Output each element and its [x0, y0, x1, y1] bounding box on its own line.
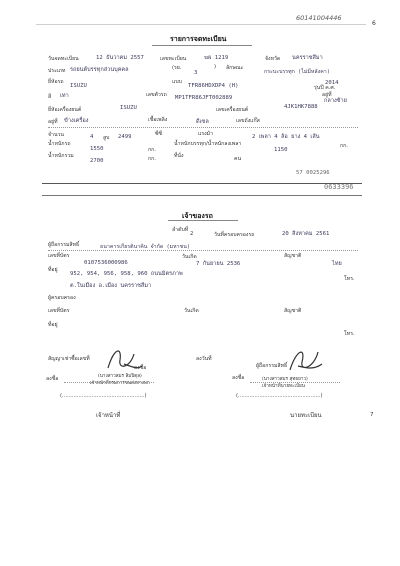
total-weight-label: น้ำหนักรวม: [48, 153, 74, 159]
total-weight-unit: กก.: [148, 156, 156, 162]
gas-tank-label: เลขถังแก๊ส: [236, 118, 260, 124]
color-value: เทา: [60, 93, 69, 99]
cylinder-label: จำนวน: [48, 132, 64, 138]
rs-value: 3: [194, 70, 198, 76]
axle-value: 2 เพลา 4 ล้อ ยาง 4 เส้น: [252, 134, 320, 140]
engine-no-value: 4JK1HK7888: [284, 104, 318, 110]
chassis-value: MP1TFR86JFT002889: [175, 95, 233, 101]
possess-date-value: 20 สิงหาคม 2561: [282, 231, 330, 237]
cylinder-unit: สูบ: [103, 135, 110, 141]
owner-address-label: ที่อยู่: [48, 267, 58, 273]
left-signer-role: เจ้าหน้าที่กรมการขนส่งทางบก: [90, 381, 150, 386]
character-label: ลักษณะ: [226, 65, 244, 71]
cc-unit: ซีซี: [155, 131, 163, 137]
fuel-label: เชื้อเพลิง: [148, 117, 168, 123]
right-page-mark: 7: [370, 412, 374, 418]
left-signer-name: (นางสาวสมร ลิมปิดุล): [98, 374, 142, 379]
cc-value: 2499: [118, 134, 132, 140]
contract-date-label: ลงวันที่: [196, 356, 212, 362]
engine-no-label: เลขเครื่องยนต์: [216, 107, 249, 113]
color-label: สี: [48, 94, 52, 100]
possessor-phone-label: โทร.: [344, 331, 355, 337]
chassis-at-label: อยู่ที่: [322, 92, 332, 98]
province-label: จังหวัด: [265, 56, 281, 62]
engine-at-label: อยู่ที่: [48, 119, 58, 125]
contract-label: สัญญาเช่าซื้อเลขที่: [48, 356, 90, 362]
cylinder-value: 4: [90, 134, 94, 140]
owner-title-underline: [168, 220, 238, 221]
chassis-at-value: กลางซ้าย: [324, 98, 347, 104]
right-signer-name: (นางสาวสมร สุทธยาว): [262, 377, 308, 382]
owner-value: ธนาคารเกียรตินาคิน จำกัด (มหาชน): [100, 244, 191, 250]
possessor-address-label: ที่อยู่: [48, 322, 58, 328]
owner-line: [48, 250, 358, 251]
owner-serial: 0633396: [324, 183, 354, 191]
document-code: 60141004446: [296, 14, 342, 22]
left-sign-label: ลงชื่อ: [134, 365, 147, 371]
owner-id-label: เลขที่บัตร: [48, 253, 70, 259]
right-paren-line: (..................................................): [236, 393, 323, 399]
weight-value: 1550: [90, 146, 104, 152]
row-divider: [48, 127, 358, 128]
load-label: น้ำหนักบรรทุก/น้ำหนักลงเพลา: [174, 141, 242, 147]
total-weight-value: 2700: [90, 158, 104, 164]
right-signature-icon: [284, 344, 324, 374]
owner-nation-label: สัญชาติ: [284, 253, 302, 259]
owner-birth-value: 7 กันยายน 2536: [196, 261, 241, 267]
right-title: นายทะเบียน: [290, 412, 322, 419]
possess-date-label: วันที่ครอบครองรถ: [214, 232, 255, 238]
order-label: ลำดับที่: [172, 227, 189, 233]
plate-value: ฆผ 1219: [204, 55, 229, 61]
type-label: ประเภท: [48, 68, 66, 74]
left-sign-line: [64, 382, 154, 383]
plate-label: เลขทะเบียน: [160, 56, 187, 62]
owner-nation-value: ไทย: [332, 261, 342, 267]
right-sign-label: ลงชื่อ: [232, 375, 245, 381]
load-value: 1150: [274, 147, 288, 153]
registration-title: รายการจดทะเบียน: [170, 35, 227, 43]
fuel-value: ดีเซล: [196, 119, 209, 125]
owner-address-line1: 952, 954, 956, 958, 960 ถนนมิตรภาพ: [70, 271, 183, 277]
character-value: กระบะบรรทุก (ไม่มีหลังคา): [264, 69, 330, 75]
right-owner-label: ผู้ถือกรรมสิทธิ์: [256, 363, 288, 369]
type-value: รถยนต์บรรทุกส่วนบุคคล: [70, 67, 129, 73]
possessor-id-label: เลขที่บัตร: [48, 308, 70, 314]
possessor-nation-label: สัญชาติ: [284, 308, 302, 314]
weight-unit: กก.: [148, 147, 156, 153]
engine-brand-label: ยี่ห้อเครื่องยนต์: [48, 107, 82, 113]
registration-serial: 57 0025296: [296, 170, 330, 176]
possessor-label: ผู้ครอบครอง: [48, 295, 76, 301]
left-title: เจ้าหน้าที่: [96, 412, 121, 419]
province-value: นครราชสีมา: [292, 55, 323, 61]
engine-at-value: ข้างเครื่อง: [64, 118, 89, 124]
title-underline: [152, 45, 252, 46]
hp-label: แรงม้า: [198, 131, 213, 137]
owner-label: ผู้ถือกรรมสิทธิ์: [48, 242, 80, 248]
section-divider-top: [42, 183, 362, 184]
left-paren-line: (..................................................): [60, 393, 147, 399]
possessor-birth-label: วันเกิด: [184, 308, 199, 314]
owner-birth-label: วันเกิด: [182, 254, 197, 260]
owner-phone-label: โทร.: [344, 276, 355, 282]
reg-date-value: 12 ธันวาคม 2557: [96, 55, 144, 61]
mid-sign-label: ลงชื่อ: [46, 376, 59, 382]
owner-id-value: 0107536000986: [84, 260, 128, 266]
brand-value: ISUZU: [70, 83, 87, 89]
model-year-value: 2014: [325, 80, 339, 86]
right-signer-role: เจ้าหน้าที่นายทะเบียน: [262, 384, 305, 389]
page-mark: 6: [372, 20, 376, 27]
order-value: 2: [190, 231, 194, 237]
chassis-label: เลขตัวรถ: [146, 92, 167, 98]
model-year-label: รุ่นปี ค.ศ.: [314, 85, 336, 91]
seat-unit: คน: [234, 156, 242, 162]
brand-label: ยี่ห้อรถ: [48, 79, 64, 85]
rs-label: (รย.: [172, 65, 182, 71]
owner-title: เจ้าของรถ: [182, 212, 213, 220]
paper-edge: [36, 24, 366, 25]
owner-address-line2: ต.ในเมือง อ.เมือง นครราชสีมา: [70, 283, 152, 289]
seat-label: ที่นั่ง: [174, 153, 184, 159]
right-sign-line: [250, 382, 340, 383]
load-unit: กก.: [340, 143, 348, 149]
model-value: TFR86HDXDP4 (H): [188, 83, 239, 89]
section-divider-bottom: [42, 195, 362, 196]
rs-close: ): [214, 64, 217, 70]
model-label: แบบ: [172, 79, 182, 85]
engine-brand-value: ISUZU: [120, 105, 137, 111]
weight-label: น้ำหนักรถ: [48, 141, 71, 147]
reg-date-label: วันจดทะเบียน: [48, 56, 79, 62]
